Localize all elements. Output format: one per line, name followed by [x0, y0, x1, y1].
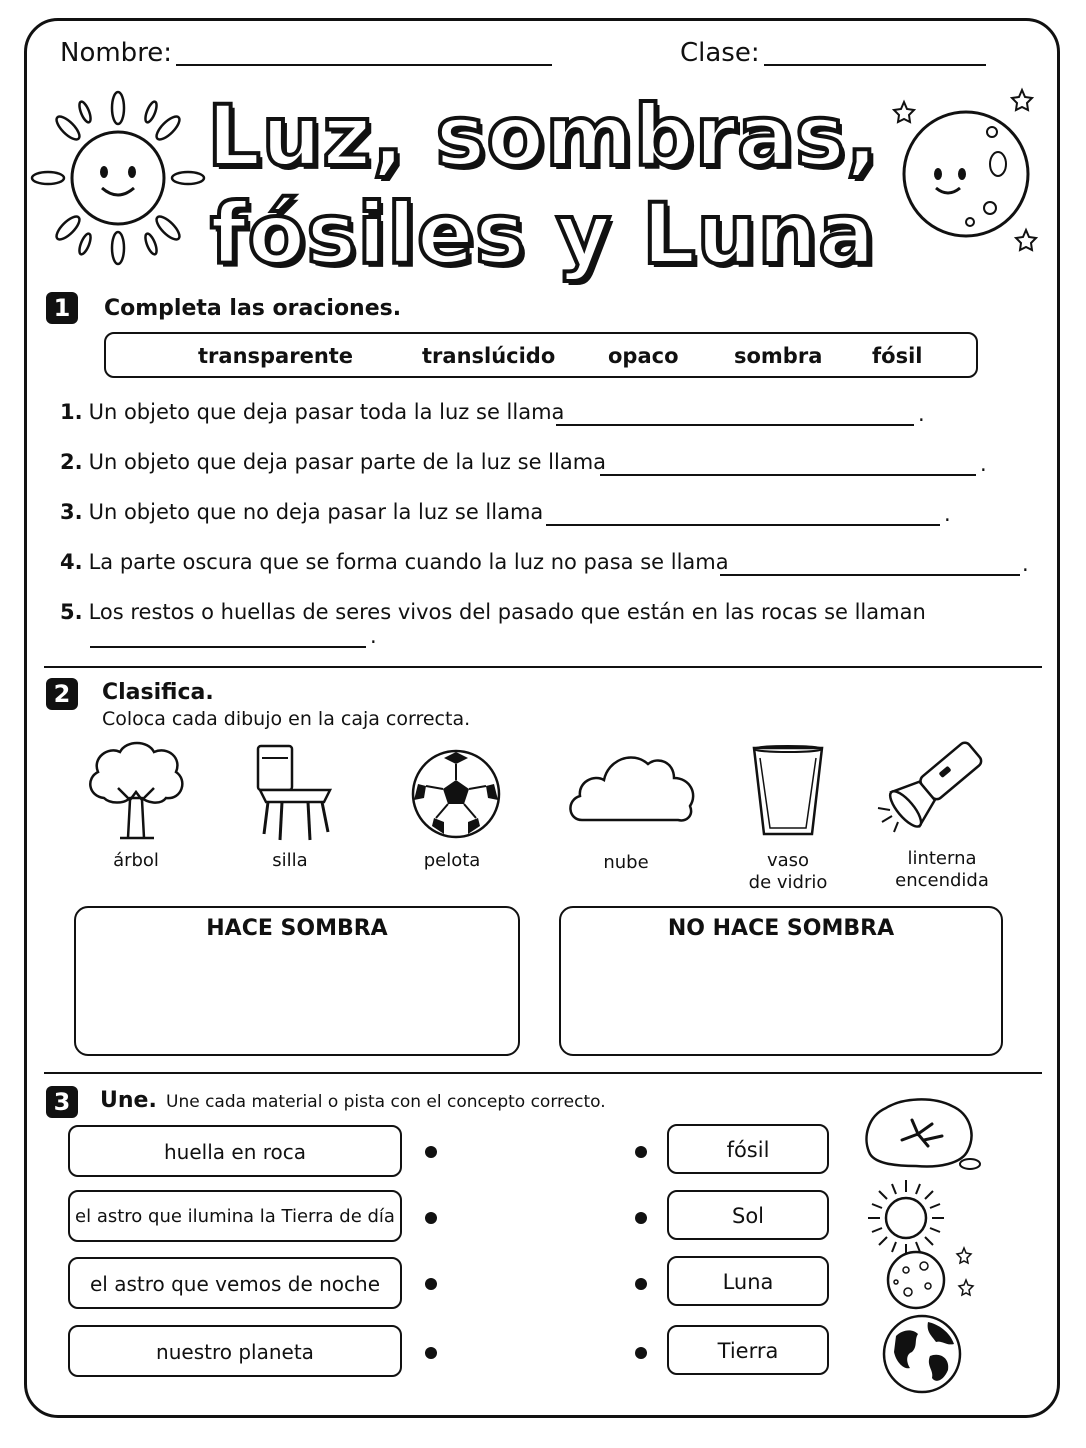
item-caption-chair: silla: [272, 850, 308, 871]
shadow-box-title: HACE SOMBRA: [206, 916, 388, 941]
item-caption-cloud: nube: [603, 852, 649, 873]
item-caption-glass: vaso de vidrio: [748, 850, 828, 893]
match-left-item[interactable]: el astro que vemos de noche: [68, 1257, 402, 1309]
no-shadow-box[interactable]: [559, 906, 1003, 1056]
section-3-instruction: Une cada material o pista con el concepto correcto.: [166, 1092, 606, 1112]
moon-small-icon: [884, 1246, 980, 1310]
question-3: 3. Un objeto que no deja pasar la luz se llama: [60, 500, 544, 524]
item-caption-flashlight: linterna encendida: [895, 848, 989, 891]
match-right-item[interactable]: Tierra: [667, 1325, 829, 1375]
section-2-instruction: Coloca cada dibujo en la caja correcta.: [102, 708, 471, 730]
match-right-dot[interactable]: [635, 1146, 647, 1158]
earth-icon: [880, 1312, 964, 1396]
no-shadow-box-title: NO HACE SOMBRA: [667, 916, 895, 941]
section-divider: [44, 1072, 1042, 1074]
word-bank-item[interactable]: opaco: [608, 344, 679, 368]
answer-blank-5[interactable]: [90, 646, 366, 648]
match-right-dot[interactable]: [635, 1212, 647, 1224]
match-left-dot[interactable]: [425, 1146, 437, 1158]
match-right-item[interactable]: fósil: [667, 1124, 829, 1174]
name-blank[interactable]: [176, 64, 552, 66]
match-right-dot[interactable]: [635, 1347, 647, 1359]
name-label: Nombre:: [60, 38, 173, 68]
shadow-box[interactable]: [74, 906, 520, 1056]
match-right-dot[interactable]: [635, 1278, 647, 1290]
section-2-number: 2: [46, 678, 78, 710]
chair-icon[interactable]: [252, 744, 336, 844]
section-3-heading: Une.: [100, 1088, 157, 1113]
match-left-item[interactable]: el astro que ilumina la Tierra de día: [68, 1190, 402, 1242]
word-bank-item[interactable]: transparente: [198, 344, 354, 368]
section-3-number: 3: [46, 1086, 78, 1118]
match-right-item[interactable]: Luna: [667, 1256, 829, 1306]
match-left-dot[interactable]: [425, 1278, 437, 1290]
word-bank-item[interactable]: translúcido: [422, 344, 556, 368]
match-left-item[interactable]: huella en roca: [68, 1125, 402, 1177]
match-left-item[interactable]: nuestro planeta: [68, 1325, 402, 1377]
word-bank-item[interactable]: fósil: [872, 344, 923, 368]
section-2-heading: Clasifica.: [102, 680, 214, 705]
answer-blank-4[interactable]: [720, 574, 1020, 576]
match-right-item[interactable]: Sol: [667, 1190, 829, 1240]
tree-icon[interactable]: [84, 740, 188, 840]
answer-blank-1[interactable]: [556, 424, 914, 426]
match-left-dot[interactable]: [425, 1212, 437, 1224]
class-label: Clase:: [680, 38, 760, 68]
question-2: 2. Un objeto que deja pasar parte de la luz se llama: [60, 450, 607, 474]
match-left-dot[interactable]: [425, 1347, 437, 1359]
word-bank: [104, 332, 978, 378]
question-5: 5. Los restos o huellas de seres vivos del pasado que están en las rocas se llaman: [60, 600, 926, 624]
fossil-rock-icon: [862, 1094, 986, 1174]
section-1-heading: Completa las oraciones.: [104, 296, 402, 321]
glass-icon[interactable]: [748, 744, 828, 838]
class-blank[interactable]: [764, 64, 986, 66]
section-1-number: 1: [46, 292, 78, 324]
answer-blank-2[interactable]: [600, 474, 976, 476]
item-caption-tree: árbol: [113, 850, 159, 871]
cloud-icon[interactable]: [566, 748, 698, 828]
question-1: 1. Un objeto que deja pasar toda la luz se llama: [60, 400, 565, 424]
question-4: 4. La parte oscura que se forma cuando la luz no pasa se llama: [60, 550, 729, 574]
flashlight-icon[interactable]: [876, 736, 992, 838]
title-line-2: fósiles y Luna: [210, 185, 876, 283]
title-line-1: Luz, sombras,: [207, 87, 879, 185]
item-caption-ball: pelota: [423, 850, 481, 871]
section-divider: [44, 666, 1042, 668]
word-bank-item[interactable]: sombra: [734, 344, 823, 368]
answer-blank-3[interactable]: [546, 524, 940, 526]
soccer-ball-icon[interactable]: [410, 748, 502, 840]
